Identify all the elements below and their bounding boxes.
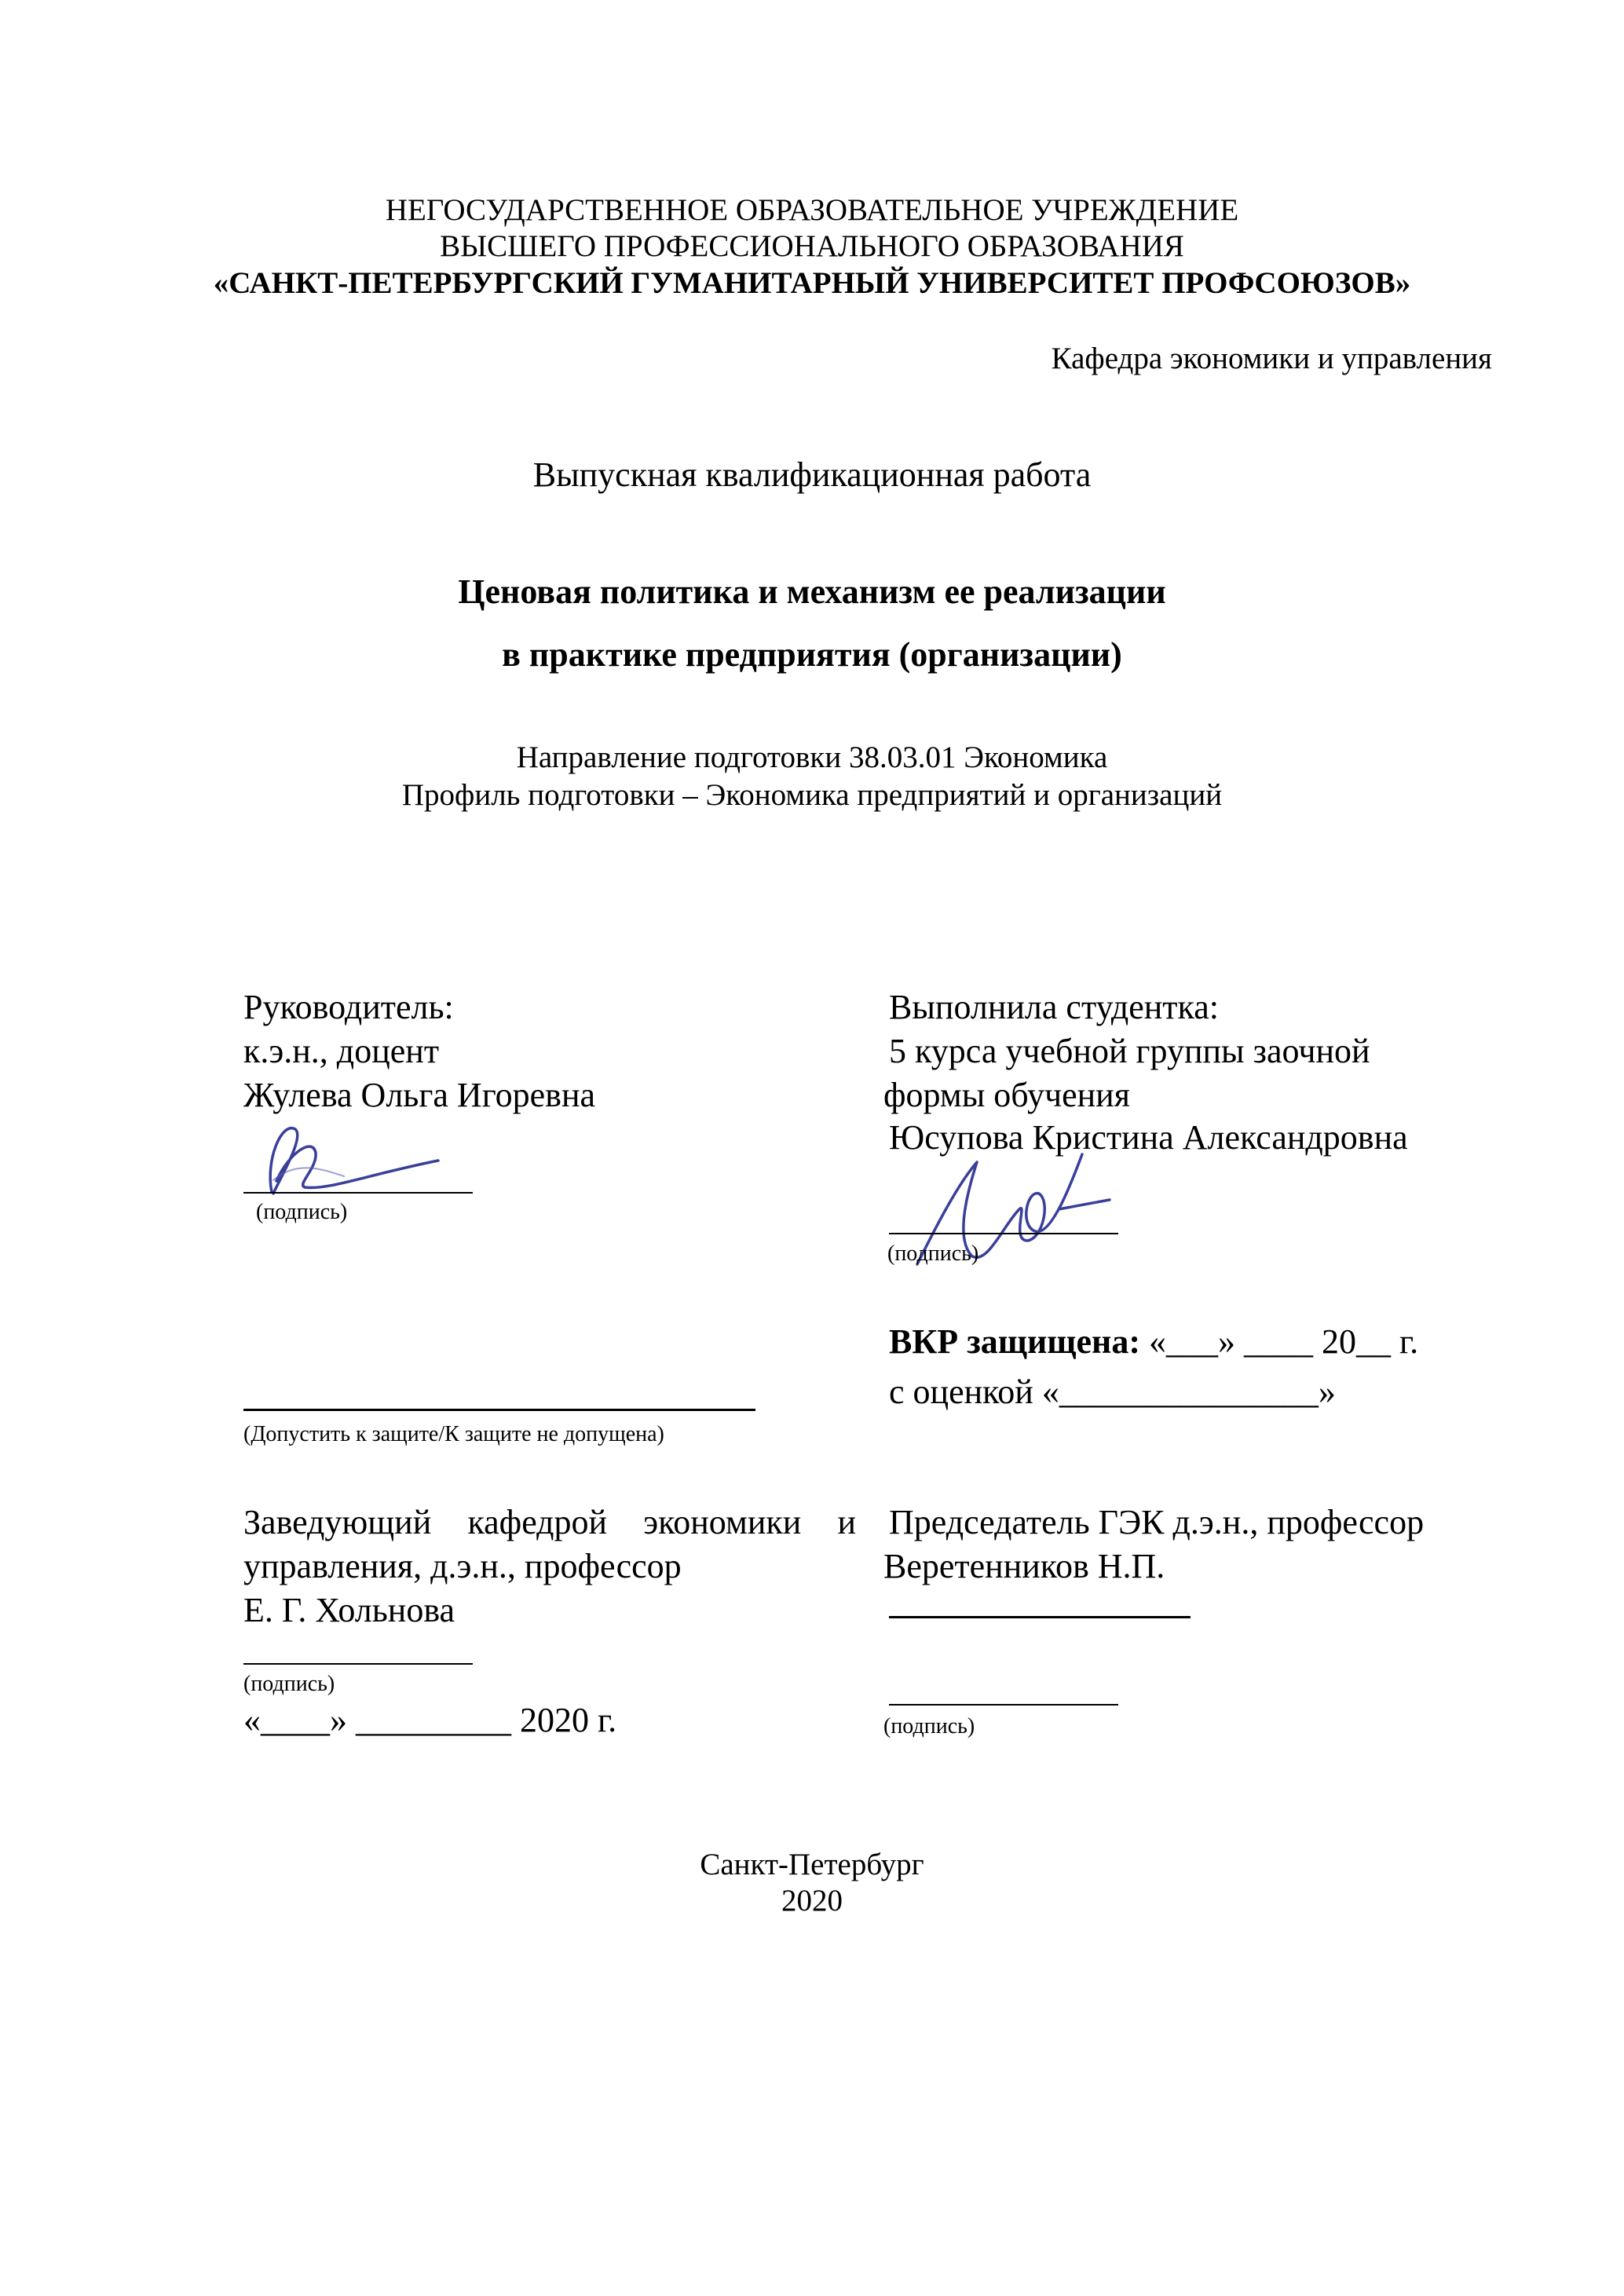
student-signature-caption: (подпись) — [887, 1241, 979, 1266]
thesis-title-line-1: Ценовая политика и механизм ее реализации — [458, 572, 1166, 611]
city: Санкт-Петербург — [700, 1848, 924, 1881]
head-of-department-degree: управления, д.э.н., профессор — [243, 1547, 682, 1585]
head-title-word: Заведующий — [243, 1503, 432, 1541]
student-name: Юсупова Кристина Александровна — [889, 1118, 1408, 1157]
study-profile: Профиль подготовки – Экономика предприятий и организаций — [401, 778, 1223, 812]
institution-line-1: НЕГОСУДАРСТВЕННОЕ ОБРАЗОВАТЕЛЬНОЕ УЧРЕЖДЕНИЕ — [385, 193, 1239, 227]
supervisor-degree: к.э.н., доцент — [243, 1032, 440, 1070]
chairman-name-line — [889, 1616, 1191, 1618]
supervisor-signature-line — [243, 1192, 473, 1194]
supervisor-signature-caption: (подпись) — [256, 1200, 348, 1224]
defense-label: ВКР защищена: — [889, 1322, 1140, 1361]
defense-grade: с оценкой «_______________» — [889, 1373, 1336, 1411]
work-type: Выпускная квалификационная работа — [532, 455, 1092, 494]
thesis-title-line-2: в практике предприятия (организации) — [502, 635, 1122, 674]
defense-status — [889, 1319, 1418, 1364]
supervisor-name: Жулева Ольга Игоревна — [243, 1076, 596, 1114]
chairman-signature-caption: (подпись) — [883, 1714, 975, 1738]
student-course: 5 курса учебной группы заочной — [889, 1032, 1370, 1070]
institution-line-2: ВЫСШЕГО ПРОФЕССИОНАЛЬНОГО ОБРАЗОВАНИЯ — [440, 229, 1184, 263]
head-title-word: экономики — [643, 1503, 802, 1541]
head-of-department-name: Е. Г. Хольнова — [243, 1591, 455, 1629]
study-direction: Направление подготовки 38.03.01 Экономика — [516, 740, 1108, 774]
student-study-form: формы обучения — [883, 1076, 1130, 1114]
student-signature — [902, 1139, 1121, 1296]
chairman-title: Председатель ГЭК д.э.н., профессор — [889, 1503, 1425, 1541]
head-date: «____» _________ 2020 г. — [243, 1701, 617, 1739]
admission-line — [243, 1409, 755, 1411]
department-name: Кафедра экономики и управления — [1051, 342, 1492, 375]
year: 2020 — [781, 1884, 843, 1918]
admission-caption: (Допустить к защите/К защите не допущена) — [243, 1422, 664, 1446]
defense-date: «___» ____ 20__ г. — [1149, 1322, 1419, 1361]
chairman-signature-line — [889, 1704, 1118, 1706]
university-name: «САНКТ-ПЕТЕРБУРГСКИЙ ГУМАНИТАРНЫЙ УНИВЕРСИТЕТ ПРОФСОЮЗОВ» — [213, 266, 1411, 300]
head-signature-caption: (подпись) — [243, 1672, 335, 1696]
head-of-department-title — [243, 1500, 856, 1545]
supervisor-label: Руководитель: — [243, 988, 454, 1026]
student-signature-line — [889, 1233, 1118, 1234]
chairman-name: Веретенников Н.П. — [883, 1547, 1165, 1585]
head-title-word: и — [837, 1503, 856, 1541]
head-title-word: кафедрой — [467, 1503, 608, 1541]
head-signature-line — [243, 1663, 473, 1665]
student-label: Выполнила студентка: — [889, 988, 1219, 1026]
